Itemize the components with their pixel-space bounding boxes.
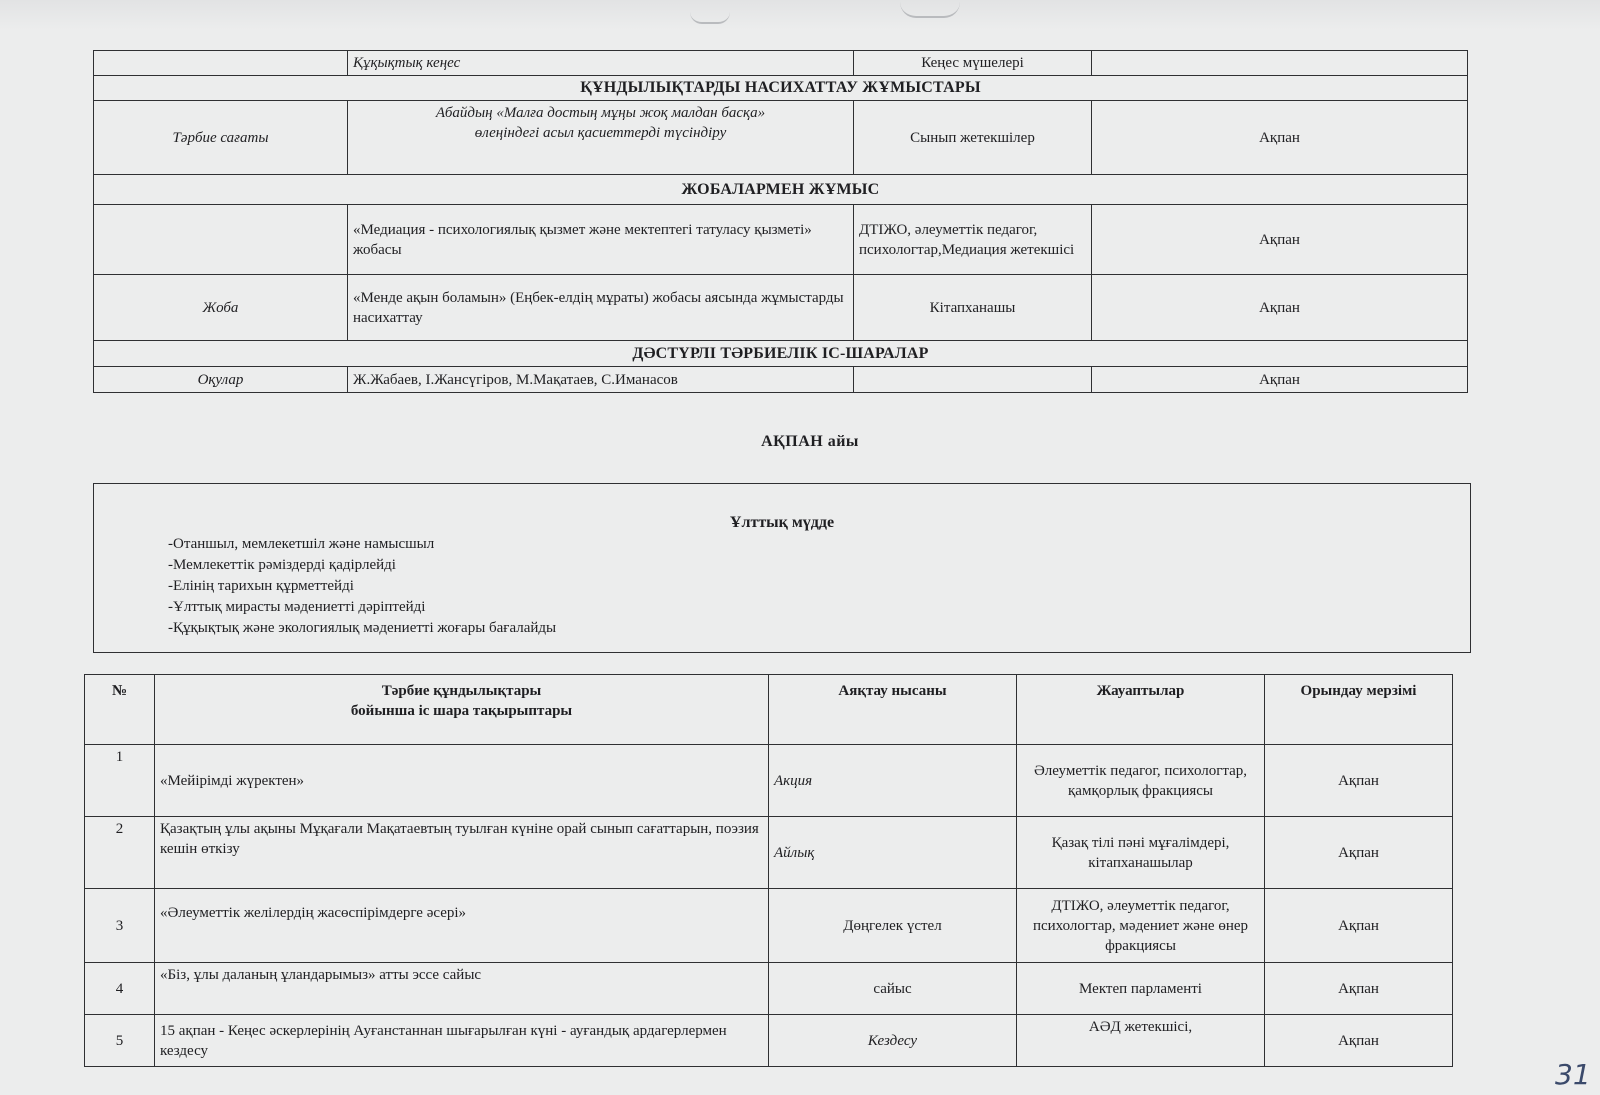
cell-deadline: Ақпан <box>1092 101 1468 175</box>
row-number: 1 <box>85 745 155 817</box>
row-number: 4 <box>85 963 155 1015</box>
plan-table-top <box>93 50 1468 393</box>
section-values-title: ҚҰНДЫЛЫҚТАРДЫ НАСИХАТТАУ ЖҰМЫСТАРЫ <box>94 76 1468 101</box>
cell-readings: Оқулар <box>94 367 348 393</box>
table-row <box>85 889 1453 963</box>
row-form: Айлық <box>769 817 1017 889</box>
header-number: № <box>85 675 155 745</box>
abai-line-1: Абайдың «Малға достың мұңы жоқ малдан басқа» <box>435 105 766 121</box>
row-topic: «Мейірімді жүректен» <box>155 745 769 817</box>
row-responsible: Әлеуметтік педагог, психологтар, қамқорлық фракциясы <box>1017 745 1265 817</box>
header-responsible: Жауаптылар <box>1017 675 1265 745</box>
row-responsible: ДТІЖО, әлеуметтік педагог, психологтар, мәдениет және өнер фракциясы <box>1017 889 1265 963</box>
page-top-edge <box>0 0 1600 30</box>
page-number: 31 <box>1555 1058 1591 1091</box>
row-number: 3 <box>85 889 155 963</box>
row-deadline: Ақпан <box>1265 1015 1453 1067</box>
table-row <box>85 1015 1453 1067</box>
cell-mediation-responsible: ДТІЖО, әлеуметтік педагог, психологтар,Медиация жетекшісі <box>854 205 1092 275</box>
row-topic: «Біз, ұлы даланың ұландарымыз» атты эссе сайыс <box>155 963 769 1015</box>
cell-empty <box>854 367 1092 393</box>
list-item: -Елінің тарихын құрметтейді <box>168 578 354 594</box>
table-row <box>85 745 1453 817</box>
national-interest-box <box>93 483 1471 653</box>
cell-project: Жоба <box>94 275 348 341</box>
row-responsible: Мектеп парламенті <box>1017 963 1265 1015</box>
row-form: Кездесу <box>769 1015 1017 1067</box>
header-topic-line-2: бойынша іс шара тақырыптары <box>350 703 573 719</box>
list-item: -Отаншыл, мемлекетшіл және намысшыл <box>168 536 435 552</box>
row-number: 5 <box>85 1015 155 1067</box>
row-form: Дөңгелек үстел <box>769 889 1017 963</box>
cell-empty <box>94 205 348 275</box>
cell-mediation-topic: «Медиация - психологиялық қызмет және мектептегі татуласу қызметі» жобасы <box>348 205 854 275</box>
row-class-hour <box>94 101 1468 175</box>
section-traditional-row <box>94 341 1468 367</box>
cell-deadline: Ақпан <box>1092 275 1468 341</box>
section-projects-row <box>94 175 1468 205</box>
row-deadline: Ақпан <box>1265 745 1453 817</box>
table-row <box>85 963 1453 1015</box>
values-title: Ұлттық мүдде <box>729 514 835 531</box>
cell-class-teachers: Сынып жетекшілер <box>854 101 1092 175</box>
header-topic <box>155 675 769 745</box>
section-values-row <box>94 76 1468 101</box>
list-item: -Мемлекеттік рәміздерді қадірлейді <box>168 557 396 573</box>
header-topic-line-1: Тәрбие құндылықтары <box>381 683 542 699</box>
cell-poet-topic: «Менде ақын боламын» (Еңбек-елдің мұраты) жобасы аясында жұмыстарды насихаттау <box>348 275 854 341</box>
cell-deadline: Ақпан <box>1092 205 1468 275</box>
cell-librarian: Кітапханашы <box>854 275 1092 341</box>
row-readings <box>94 367 1468 393</box>
section-projects-title: ЖОБАЛАРМЕН ЖҰМЫС <box>94 175 1468 205</box>
cell-empty <box>94 51 348 76</box>
abai-line-2: өлеңіндегі асыл қасиеттерді түсіндіру <box>474 125 727 141</box>
row-deadline: Ақпан <box>1265 963 1453 1015</box>
cell-law-council: Құқықтық кеңес <box>348 51 854 76</box>
table-header-row <box>85 675 1453 745</box>
row-deadline: Ақпан <box>1265 817 1453 889</box>
month-title: АҚПАН айы <box>761 433 859 450</box>
row-number: 2 <box>85 817 155 889</box>
cell-deadline <box>1092 51 1468 76</box>
row-topic: Қазақтың ұлы ақыны Мұқағали Мақатаевтың туылған күніне орай сынып сағаттарын, поэзия кешін өткізу <box>155 817 769 889</box>
list-item: -Құқықтық және экологиялық мәдениетті жоғары бағалайды <box>168 620 557 636</box>
row-form: Акция <box>769 745 1017 817</box>
section-traditional-title: ДӘСТҮРЛІ ТӘРБИЕЛІК ІС-ШАРАЛАР <box>94 341 1468 367</box>
row-form: сайыс <box>769 963 1017 1015</box>
cell-deadline: Ақпан <box>1092 367 1468 393</box>
list-item: -Ұлттық мирасты мәдениетті дәріптейді <box>168 599 426 615</box>
table-row <box>85 817 1453 889</box>
cell-abai-topic <box>348 101 854 175</box>
cell-poets-list: Ж.Жабаев, І.Жансүгіров, М.Мақатаев, С.Иманасов <box>348 367 854 393</box>
row-responsible: Қазақ тілі пәні мұғалімдері, кітапханашылар <box>1017 817 1265 889</box>
cell-council-members: Кеңес мүшелері <box>854 51 1092 76</box>
cell-class-hour: Тәрбие сағаты <box>94 101 348 175</box>
events-table <box>84 674 1453 1067</box>
row-poet-project <box>94 275 1468 341</box>
row-law-council <box>94 51 1468 76</box>
row-deadline: Ақпан <box>1265 889 1453 963</box>
row-responsible: АӘД жетекшісі, <box>1017 1015 1265 1067</box>
row-mediation <box>94 205 1468 275</box>
header-deadline: Орындау мерзімі <box>1265 675 1453 745</box>
header-form: Аяқтау нысаны <box>769 675 1017 745</box>
row-topic: 15 ақпан - Кеңес әскерлерінің Ауғанстаннан шығарылған күні - ауғандық ардагерлермен кездесу <box>155 1015 769 1067</box>
row-topic: «Әлеуметтік желілердің жасөспірімдерге әсері» <box>155 889 769 963</box>
values-list <box>168 534 556 639</box>
binder-clip-mark <box>690 0 730 24</box>
binder-clip-mark <box>900 0 960 18</box>
